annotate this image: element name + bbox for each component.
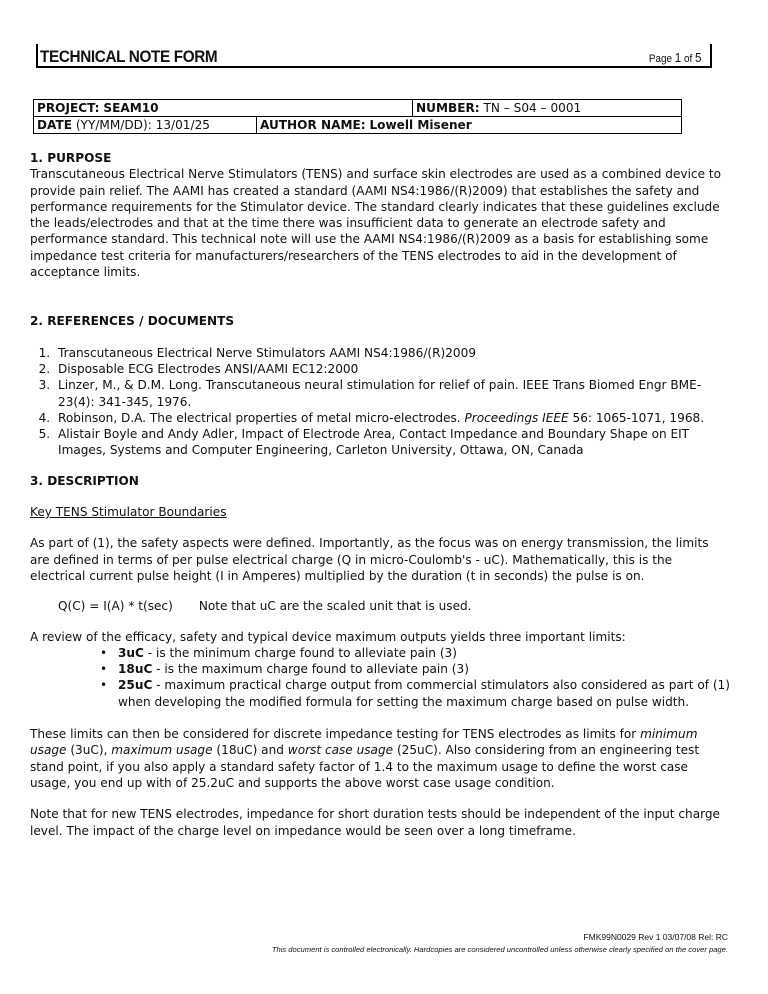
limits-list <box>30 645 730 710</box>
description-heading: 3. DESCRIPTION <box>30 473 139 488</box>
purpose-heading: 1. PURPOSE <box>30 151 112 165</box>
closing-note: Note that for new TENS electrodes, impedance for short duration tests should be independent of the input charge level. The impact of the charge level on impedance would be seen over a long timeframe. <box>30 807 720 838</box>
document-body <box>30 150 730 839</box>
page-label: Page <box>649 53 673 65</box>
limits-intro: A review of the efficacy, safety and typical device maximum outputs yields three important limits: <box>30 629 626 644</box>
references-list <box>30 345 730 459</box>
reference-item: 4. Robinson, D.A. The electrical properties of metal micro-electrodes. Proceedings IEEE 56: 1065-1071, 1968. <box>54 410 730 426</box>
limit-item: • 18uC - is the maximum charge found to alleviate pain (3) <box>100 661 730 677</box>
date-label: DATE <box>37 117 72 132</box>
date-value: 13/01/25 <box>155 117 210 132</box>
author-label: AUTHOR NAME: <box>260 117 366 132</box>
of-label: of <box>684 53 693 65</box>
author-cell <box>257 117 682 134</box>
project-value: SEAM10 <box>103 100 159 115</box>
formula-note: Note that uC are the scaled unit that is used. <box>198 599 472 614</box>
formula: Q(C) = I(A) * t(sec) <box>58 599 173 614</box>
page-indicator <box>649 50 702 65</box>
number-value: TN – S04 – 0001 <box>483 100 582 115</box>
form-code: FMK99N0029 Rev 1 03/07/08 Rel: RC <box>583 932 728 942</box>
formula-line <box>30 598 730 614</box>
reference-item: 1. Transcutaneous Electrical Nerve Stimulators AAMI NS4:1986/(R)2009 <box>54 345 730 361</box>
reference-item: 2. Disposable ECG Electrodes ANSI/AAMI EC12:2000 <box>54 361 730 377</box>
project-cell <box>34 100 413 117</box>
number-cell <box>413 100 682 117</box>
author-value: Lowell Misener <box>369 117 472 132</box>
description-subheading: Key TENS Stimulator Boundaries <box>30 505 227 520</box>
journal-title: Proceedings IEEE <box>464 410 569 425</box>
control-notice: This document is controlled electronically. Hardcopies are considered uncontrolled unless otherwise clearly specified on the cover page. <box>271 945 728 954</box>
purpose-text: Transcutaneous Electrical Nerve Stimulators (TENS) and surface skin electrodes are used as a combined device to provide pain relief. The AAMI has created a standard (AAMI NS4:1986/(R)2009) that establishes the safety and performance requirements for the Stimulator device. The standard clearly indicates that these guidelines exclude the leads/electrodes and that at the time there was insufficient data to generate an electrode safety and performance standard. This technical note will use the AAMI NS4:1986/(R)2009 as a basis for establishing some impedance test criteria for manufacturers/researchers of the TENS electrodes to aid in the development of acceptance limits. <box>30 167 722 280</box>
limits-discussion: These limits can then be considered for discrete impedance testing for TENS electrodes as limits for minimum usage (3uC), maximum usage (18uC) and worst case usage (25uC). Also considering from an engineering test stand point, if you also apply a standard safety factor of 1.4 to the maximum usage to define the worst case usage, you end up with of 25.2uC and supports the above worst case usage condition. <box>30 727 700 790</box>
date-format: (YY/MM/DD): <box>75 117 152 132</box>
limit-item: • 3uC - is the minimum charge found to alleviate pain (3) <box>100 645 730 661</box>
page-total: 5 <box>695 50 702 65</box>
date-cell <box>34 117 257 134</box>
project-label: PROJECT: <box>37 100 100 115</box>
form-title: TECHNICAL NOTE FORM <box>40 47 218 66</box>
reference-item: 5. Alistair Boyle and Andy Adler, Impact of Electrode Area, Contact Impedance and Boundary Shape on EIT Images, Systems and Computer Engineering, Carleton University, Ottawa, ON, Canada <box>54 426 730 459</box>
meta-table <box>33 99 682 134</box>
page-number: 1 <box>675 50 682 65</box>
limit-item: • 25uC - maximum practical charge output from commercial stimulators also considered as part of (1) when developing the modified formula for setting the maximum charge based on pulse width. <box>100 677 730 710</box>
reference-item: 3. Linzer, M., & D.M. Long. Transcutaneous neural stimulation for relief of pain. IEEE Trans Biomed Engr BME-23(4): 341-345, 1976. <box>54 377 730 410</box>
number-label: NUMBER: <box>416 100 480 115</box>
description-paragraph: As part of (1), the safety aspects were defined. Importantly, as the focus was on energy transmission, the limits are defined in terms of per pulse electrical charge (Q in micro-Coulomb's - uC). Mathematically, this is the electrical current pulse height (I in Amperes) multiplied by the duration (t in seconds) the pulse is on. <box>30 536 709 583</box>
references-heading: 2. REFERENCES / DOCUMENTS <box>30 314 235 329</box>
